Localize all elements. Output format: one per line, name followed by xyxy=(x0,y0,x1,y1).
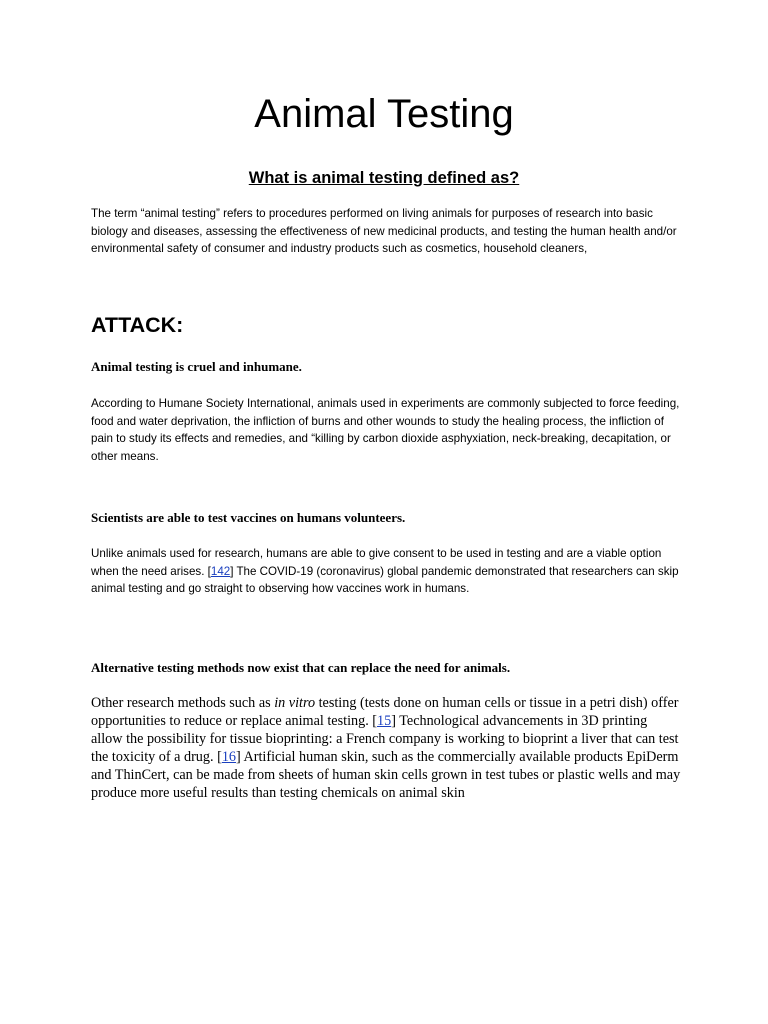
body-text: Other research methods such as xyxy=(91,695,275,711)
section-body-vaccines xyxy=(91,545,681,598)
section-heading-alternatives: Alternative testing methods now exist that can replace the need for animals. xyxy=(91,660,511,675)
body-text: testing (tests done on human cells or tissue in a petri dish) offer opportunities to reduce or replace animal testing. [ xyxy=(91,695,679,729)
body-text: ] The COVID-19 (coronavirus) global pandemic demonstrated that researchers can skip animal testing and go straight to observing how vaccines work in humans. xyxy=(91,564,679,596)
page-title: Animal Testing xyxy=(254,92,514,136)
body-text: ] Technological advancements in 3D printing allow the possibility for tissue bioprinting: a French company is working to bioprint a liver that can test the toxicity of a drug. [ xyxy=(91,712,679,765)
section-body-alternatives xyxy=(91,695,681,802)
body-italic-text: in vitro xyxy=(274,695,316,711)
page-subtitle: What is animal testing defined as? xyxy=(248,169,520,187)
section-heading-vaccines: Scientists are able to test vaccines on humans volunteers. xyxy=(91,510,406,525)
citation-link-15[interactable]: 15 xyxy=(377,712,392,729)
citation-link-142[interactable]: 142 xyxy=(210,564,231,578)
citation-link-16[interactable]: 16 xyxy=(221,748,236,765)
section-body-cruel: According to Humane Society International, animals used in experiments are commonly subjected to force feeding, food and water deprivation, the infliction of burns and other wounds to study the healing process, the infliction of pain to study its effects and remedies, and “killing by carbon dioxide asphyxiation, neck-breaking, decapitation, or other means. xyxy=(91,397,680,463)
intro-paragraph: The term “animal testing” refers to procedures performed on living animals for purposes of research into basic biology and diseases, assessing the effectiveness of new medicinal products, and testing the human health and/or environmental safety of consumer and industry products such as cosmetics, household cleaners, xyxy=(91,207,677,256)
body-text: ] Artificial human skin, such as the commercially available products EpiDerm and ThinCert, can be made from sheets of human skin cells grown in test tubes or plastic wells and may produce more useful results than testing chemicals on animal skin xyxy=(91,748,681,801)
attack-heading: ATTACK: xyxy=(91,313,184,337)
body-text: Unlike animals used for research, humans are able to give consent to be used in testing and are a viable option when the need arises. [ xyxy=(91,547,662,578)
section-heading-cruel: Animal testing is cruel and inhumane. xyxy=(91,359,302,374)
